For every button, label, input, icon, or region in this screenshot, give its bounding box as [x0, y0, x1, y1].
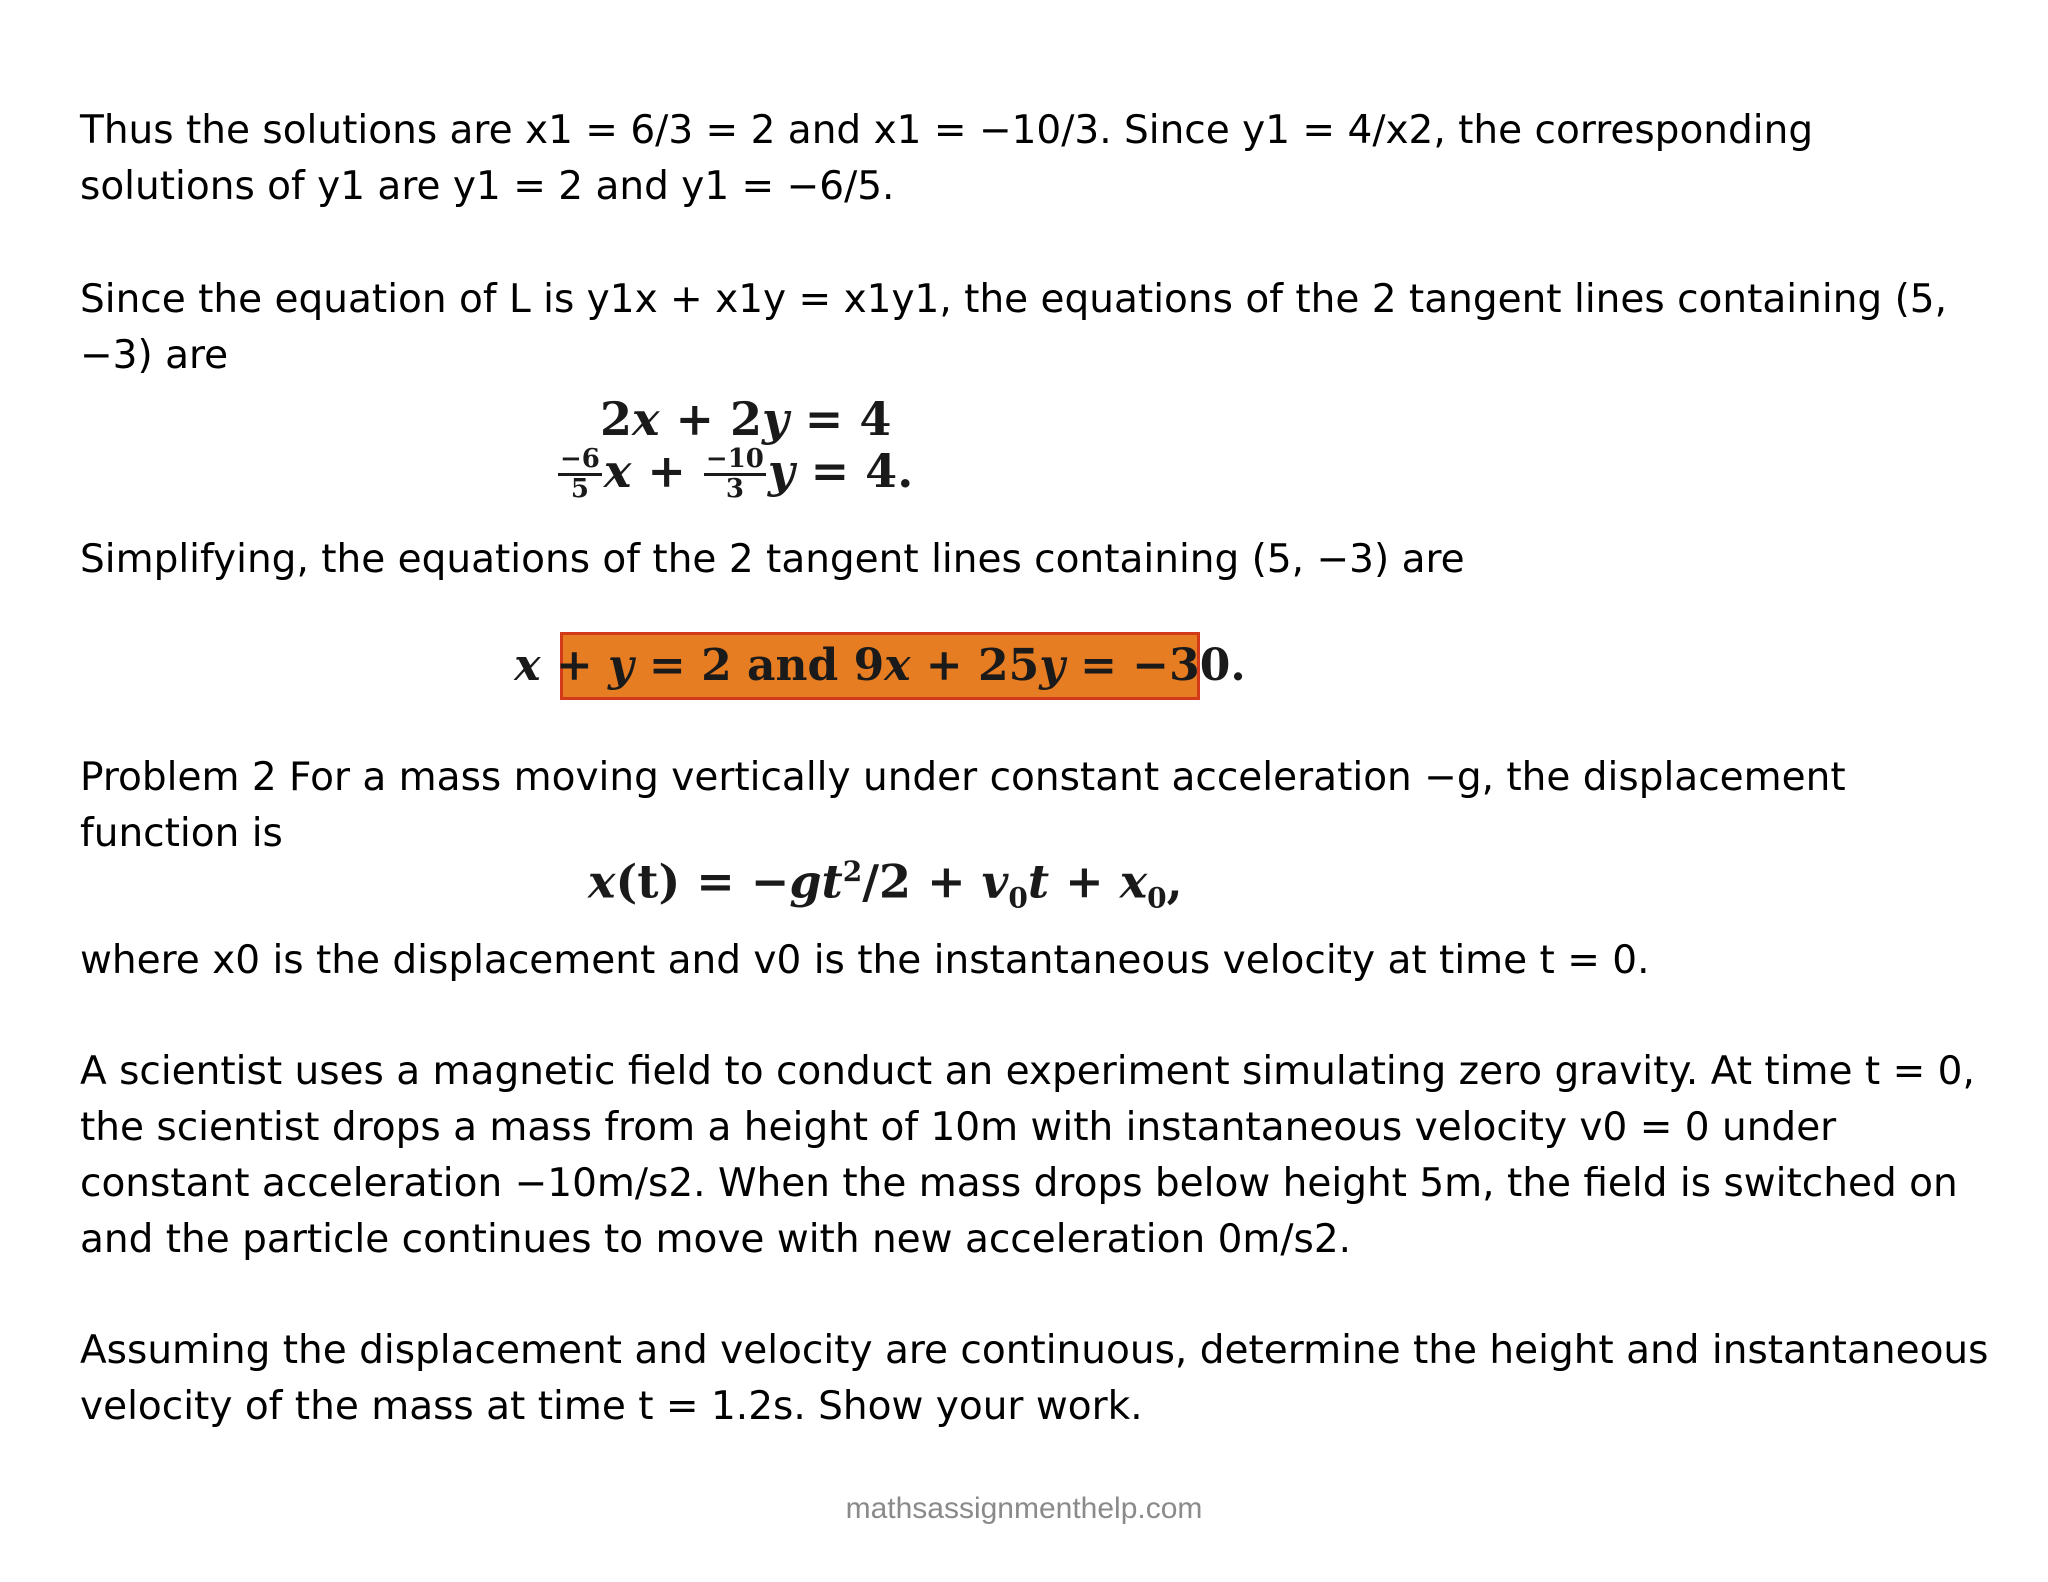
paragraph-solutions: Thus the solutions are x1 = 6/3 = 2 and x1 = −10/3. Since y1 = 4/x2, the corresponding solutions of y1 are y1 = 2 and y1 = −6/5. — [80, 108, 1814, 209]
paragraph-question: Assuming the displacement and velocity are continuous, determine the height and instantaneous velocity of the mass at time t = 1.2s. Show your work. — [80, 1328, 1989, 1429]
equation-answer: x + y = 2 and 9x + 25y = −30. — [514, 640, 1246, 691]
paragraph-where: where x0 is the displacement and v0 is the instantaneous velocity at time t = 0. — [80, 938, 1650, 983]
fraction-neg6-5: $\frac{-6}{5}$ — [560, 444, 600, 505]
footer-site: mathsassignmenthelp.com — [845, 1492, 1203, 1525]
equation-displacement: $x(t) = -gt^2/2 + v_0t + x_0$, — [588, 854, 1183, 915]
paragraph-simplifying: Simplifying, the equations of the 2 tangent lines containing (5, −3) are — [80, 537, 1465, 582]
fraction-neg10-3: $\frac{-10}{3}$ — [705, 444, 764, 505]
paragraph-tangent-intro: Since the equation of L is y1x + x1y = x1y1, the equations of the 2 tangent lines containing (5, −3) are — [80, 277, 1947, 378]
answer-highlight-box — [514, 632, 1246, 700]
paragraph-problem-2: Problem 2 For a mass moving vertically under constant acceleration −g, the displacement function is — [80, 755, 1846, 856]
paragraph-experiment: A scientist uses a magnetic field to conduct an experiment simulating zero gravity. At time t = 0, the scientist drops a mass from a height of 10m with instantaneous velocity v0 = 0 under constant acceleration −10m/s2. When the mass drops below height 5m, the field is switched on and the particle continues to move with new acceleration 0m/s2. — [80, 1049, 1975, 1262]
equation-tangent-1: 2x + 2y = 4 — [600, 392, 892, 446]
equation-tangent-2: $\frac{-6}{5}$ x + $\frac{-10}{3}$ y = 4. — [560, 443, 914, 505]
